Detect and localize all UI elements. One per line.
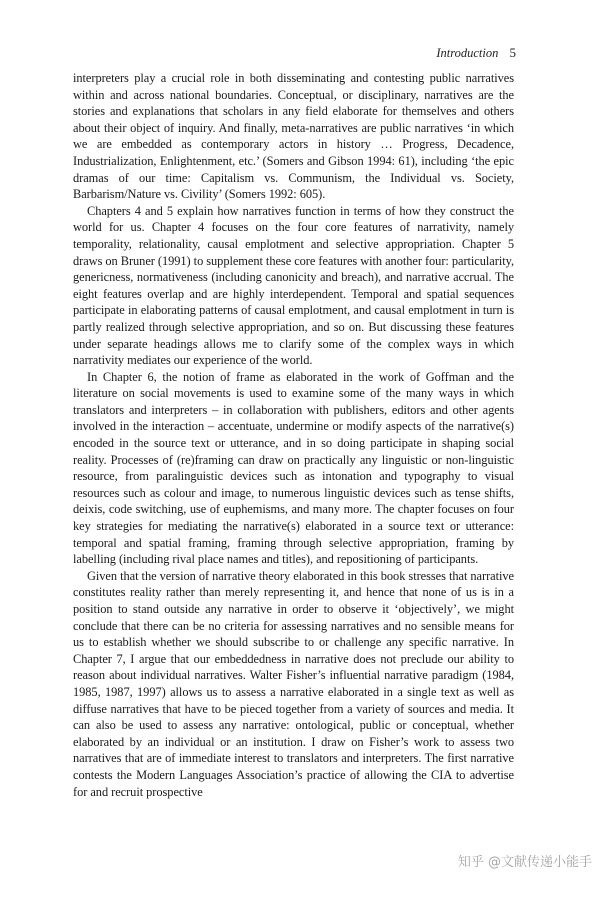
paragraph: Given that the version of narrative theory elaborated in this book stresses that narrative constitutes reality rather than merely representing it, and hence that none of us is in a position to stand outside any narrative in order to observe it ‘objectively’, we might conclude that there can be no criteria for assessing narratives and no sensible means for us to establish whether we should subscribe to or challenge any specific narrative. In Chapter 7, I argue that our embeddedness in narrative does not preclude our ability to reason about individual narratives. Walter Fisher’s influential narrative paradigm (1984, 1985, 1987, 1997) allows us to assess a narrative elaborated in a single text as well as diffuse narratives that have to be pieced together from a variety of sources and media. It can also be used to assess any narrative: ontological, public or conceptual, whether elaborated by an individual or an institution. I draw on Fisher’s work to assess two narratives that are of immediate interest to translators and interpreters. The first narrative contests the Modern Languages Association’s practice of allowing the CIA to advertise for and recruit prospective: [73, 568, 514, 799]
watermark: 知乎 @文献传递小能手: [457, 855, 592, 870]
paragraph: In Chapter 6, the notion of frame as elaborated in the work of Goffman and the literature on social movements is used to examine some of the many ways in which translators and interpreters – in collaboration with publishers, editors and other agents involved in the interaction – accentuate, undermine or modify aspects of the narrative(s) encoded in the source text or utterance, and in so doing participate in shaping social reality. Processes of (re)framing can draw on practically any linguistic or non-linguistic resource, from paralinguistic devices such as intonation and typography to visual resources such as colour and image, to numerous linguistic devices such as tense shifts, deixis, code switching, use of euphemisms, and many more. The chapter focuses on four key strategies for mediating the narrative(s) elaborated in a source text or utterance: temporal and spatial framing, framing through selective appropriation, framing by labelling (including rival place names and titles), and repositioning of participants.: [73, 369, 514, 567]
section-title: Introduction: [436, 46, 499, 60]
paragraph: interpreters play a crucial role in both disseminating and contesting public narratives within and across national boundaries. Conceptual, or disciplinary, narratives are the stories and explanations that scholars in any field elaborate for themselves and others about their object of inquiry. And finally, meta-narratives are public narratives ‘in which we are embedded as contemporary actors in history … Progress, Decadence, Industrialization, Enlightenment, etc.’ (Somers and Gibson 1994: 61), including ‘the epic dramas of our time: Capitalism vs. Communism, the Individual vs. Society, Barbarism/Nature vs. Civility’ (Somers 1992: 605).: [73, 71, 514, 202]
page-number: 5: [509, 45, 516, 60]
paragraph: Chapters 4 and 5 explain how narratives function in terms of how they construct the world for us. Chapter 4 focuses on the four core features of narrativity, namely temporality, relationality, causal emplotment and selective appropriation. Chapter 5 draws on Bruner (1991) to supplement these core features with another four: particularity, genericness, normativeness (including canonicity and breach), and narrative accrual. The eight features overlap and are highly interdependent. Temporal and spatial sequences participate in elaborating patterns of causal emplotment, and causal emplotment in turn is partly realized through selective appropriation, and so on. But discussing these features under separate headings allows me to clarify some of the complex ways in which narrativity mediates our experience of the world.: [73, 203, 514, 368]
running-head: [436, 45, 516, 61]
body-text: [73, 70, 514, 800]
